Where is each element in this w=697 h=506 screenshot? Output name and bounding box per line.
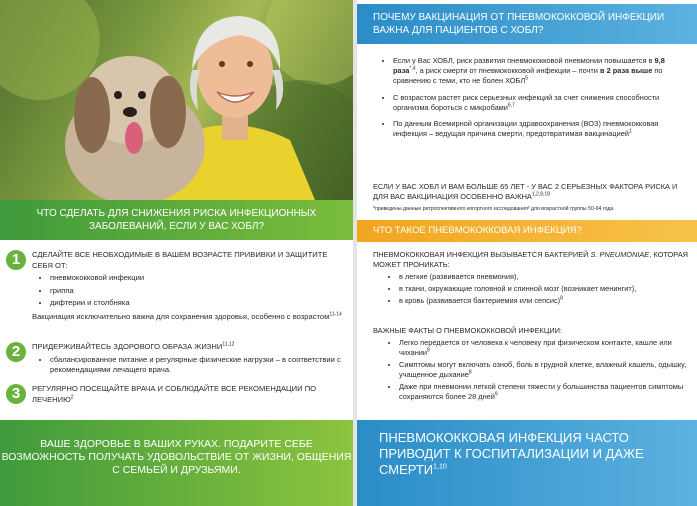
risk-warning — [373, 182, 691, 202]
risk-warning-ref: 1,2,8,18 — [531, 191, 550, 198]
fact-text: Даже при пневмонии легкой степени тяжести у большинства пациентов симптомы сохраняются более 28 дней — [399, 382, 684, 401]
step-number-3: 3 — [6, 384, 26, 404]
photo-illustration — [0, 0, 353, 200]
step-1-item: • гриппа — [50, 286, 348, 297]
why-vaccinate-title: ПОЧЕМУ ВАКЦИНАЦИЯ ОТ ПНЕВМОКОККОВОЙ ИНФЕКЦИИ ВАЖНА ДЛЯ ПАЦИЕНТОВ С ХОБЛ? — [373, 12, 665, 36]
steps-list — [6, 250, 348, 407]
definition-block — [373, 250, 691, 308]
right-footer-ref: 1,10 — [433, 463, 447, 471]
fact-text: Симптомы могут включать озноб, боль в грудной клетке, влажный кашель, одышку, учащенное дыхание — [399, 360, 687, 379]
step-1 — [6, 250, 348, 342]
right-footer-text: ПНЕВМОКОККОВАЯ ИНФЕКЦИЯ ЧАСТО ПРИВОДИТ К ГОСПИТАЛИЗАЦИИ И ДАЖЕ СМЕРТИ — [379, 430, 644, 477]
step-1-text: СДЕЛАЙТЕ ВСЕ НЕОБХОДИМЫЕ В ВАШЕМ ВОЗРАСТЕ ПРИВИВКИ И ЗАЩИТИТЕ СЕБЯ ОТ: — [32, 250, 328, 270]
definition-item-ref: 8 — [560, 295, 563, 302]
step-number-1: 1 — [6, 250, 26, 270]
facts-list — [373, 338, 691, 402]
step-1-item: • пневмококковой инфекции — [50, 273, 348, 284]
step-1-note — [32, 312, 348, 323]
right-footer-banner — [357, 420, 697, 506]
risk-bullet-1-bold2: в 2 раза выше — [599, 66, 653, 76]
step-2-text: ПРИДЕРЖИВАЙТЕСЬ ЗДОРОВОГО ОБРАЗА ЖИЗНИ — [32, 342, 223, 351]
right-footer-line — [357, 420, 697, 478]
right-panel — [357, 0, 697, 506]
step-number-2: 2 — [6, 342, 26, 362]
left-footer-banner — [0, 420, 353, 506]
definition-item-text: в кровь (развивается бактериемия или сепсис) — [399, 296, 561, 305]
fact-item — [399, 360, 691, 380]
step-1-note-text: Вакцинация исключительно важна для сохранения здоровья, особенно с возрастом — [32, 311, 330, 321]
step-2-items — [50, 355, 348, 376]
risk-bullet-1-post: по сравнению с теми, кто не болен ХОБЛ — [393, 66, 663, 86]
fact-ref: 8 — [468, 369, 472, 376]
step-2-text-line — [32, 342, 348, 353]
step-1-items — [50, 273, 348, 309]
fact-item — [399, 382, 691, 402]
fact-text: Легко передается от человека к человеку при физическом контакте, кашле или чихании — [399, 338, 672, 357]
risk-bullet-2-ref: 6,7 — [507, 102, 515, 109]
definition-text — [373, 250, 691, 270]
definition-post: , КОТОРАЯ МОЖЕТ ПРОНИКАТЬ: — [373, 250, 688, 269]
fact-ref: 8 — [427, 347, 430, 354]
risk-bullet-2-text: С возрастом растет риск серьезных инфекций за счет снижения способности организма бороться с микробами — [393, 92, 660, 112]
risk-bullet-2 — [393, 93, 691, 113]
why-vaccinate-header — [357, 4, 697, 44]
facts-title: ВАЖНЫЕ ФАКТЫ О ПНЕВМОКОККОВОЙ ИНФЕКЦИИ: — [373, 326, 563, 335]
risk-bullet-3-text: По данным Всемирной организации здравоохранения (ВОЗ) пневмококковая инфекция – ведущая причина смерти, предотвратимая вакцинацией — [393, 119, 659, 139]
left-footer-text: ВАШЕ ЗДОРОВЬЕ В ВАШИХ РУКАХ. ПОДАРИТЕ СЕБЕ ВОЗМОЖНОСТЬ ПОЛУЧАТЬ УДОВОЛЬСТВИЕ ОТ ЖИЗНИ, ОБЩЕНИЯ С СЕМЬЕЙ И ДРУЗЬЯМИ. — [1, 438, 352, 476]
step-2-item: • сбалансированное питание и регулярные физические нагрузки – в соответствии с рекомендациями лечащего врача. — [50, 355, 348, 376]
risk-bullet-1-ref2: 5 — [525, 75, 528, 82]
risk-bullet-1-bold1: 9,8 раза — [393, 56, 665, 76]
definition-item — [399, 296, 691, 306]
definition-item-text: в ткани, окружающие головной и спинной мозг (возникает менингит), — [399, 284, 637, 293]
step-3-text: РЕГУЛЯРНО ПОСЕЩАЙТЕ ВРАЧА И СОБЛЮДАЙТЕ ВСЕ РЕКОМЕНДАЦИИ ПО ЛЕЧЕНИЮ — [32, 384, 317, 404]
question-banner — [0, 200, 353, 240]
what-is-header — [357, 220, 697, 242]
risk-warning-text: ЕСЛИ У ВАС ХОБЛ И ВАМ БОЛЬШЕ 65 ЛЕТ - У ВАС 2 СЕРЬЕЗНЫХ ФАКТОРА РИСКА И ДЛЯ ВАС ВАКЦИНАЦИЯ ОСОБЕННО ВАЖНА — [373, 182, 678, 201]
step-1-item: • дифтерии и столбняка — [50, 298, 348, 309]
what-is-title: ЧТО ТАКОЕ ПНЕВМОКОККОВАЯ ИНФЕКЦИЯ? — [373, 225, 582, 236]
risk-bullet-3-ref: 1 — [628, 128, 632, 135]
bacterium-name: S. PNEUMONIAE — [590, 250, 650, 259]
study-footnote: *приведены данные ретроспективного когортного исследования³ для возрастной группы 50-64 года — [373, 206, 614, 212]
question-text: ЧТО СДЕЛАТЬ ДЛЯ СНИЖЕНИЯ РИСКА ИНФЕКЦИОННЫХ ЗАБОЛЕВАНИЙ, ЕСЛИ У ВАС ХОБЛ? — [36, 208, 317, 232]
risk-bullet-3 — [393, 119, 691, 139]
fact-item — [399, 338, 691, 358]
step-3-ref: 2 — [70, 394, 74, 401]
risk-bullet-1-pre: Если у Вас ХОБЛ, риск развития пневмококковой пневмонии повышается в — [393, 56, 655, 65]
definition-item-text: в легкие (развивается пневмония), — [399, 272, 519, 281]
step-3 — [6, 384, 348, 405]
fact-ref: 9 — [494, 391, 498, 398]
step-2-ref: 11,12 — [222, 341, 235, 348]
step-3-text-line — [32, 384, 348, 405]
facts-block — [373, 326, 691, 404]
definition-pre: ПНЕВМОКОККОВАЯ ИНФЕКЦИЯ ВЫЗЫВАЕТСЯ БАКТЕРИЕЙ — [373, 250, 591, 259]
step-1-note-ref: 11-14 — [329, 311, 342, 318]
definition-list — [373, 272, 691, 306]
risk-bullet-1 — [393, 56, 691, 87]
definition-item — [399, 272, 691, 282]
step-2 — [6, 342, 348, 384]
risk-list — [373, 56, 691, 139]
woman-with-dog-photo — [0, 0, 353, 200]
definition-item — [399, 284, 691, 294]
risk-bullets — [373, 56, 691, 145]
risk-bullet-1-ref1: *,4 — [409, 65, 416, 72]
risk-bullet-1-mid: , а риск смерти от пневмококковой инфекции – почти — [415, 66, 600, 76]
